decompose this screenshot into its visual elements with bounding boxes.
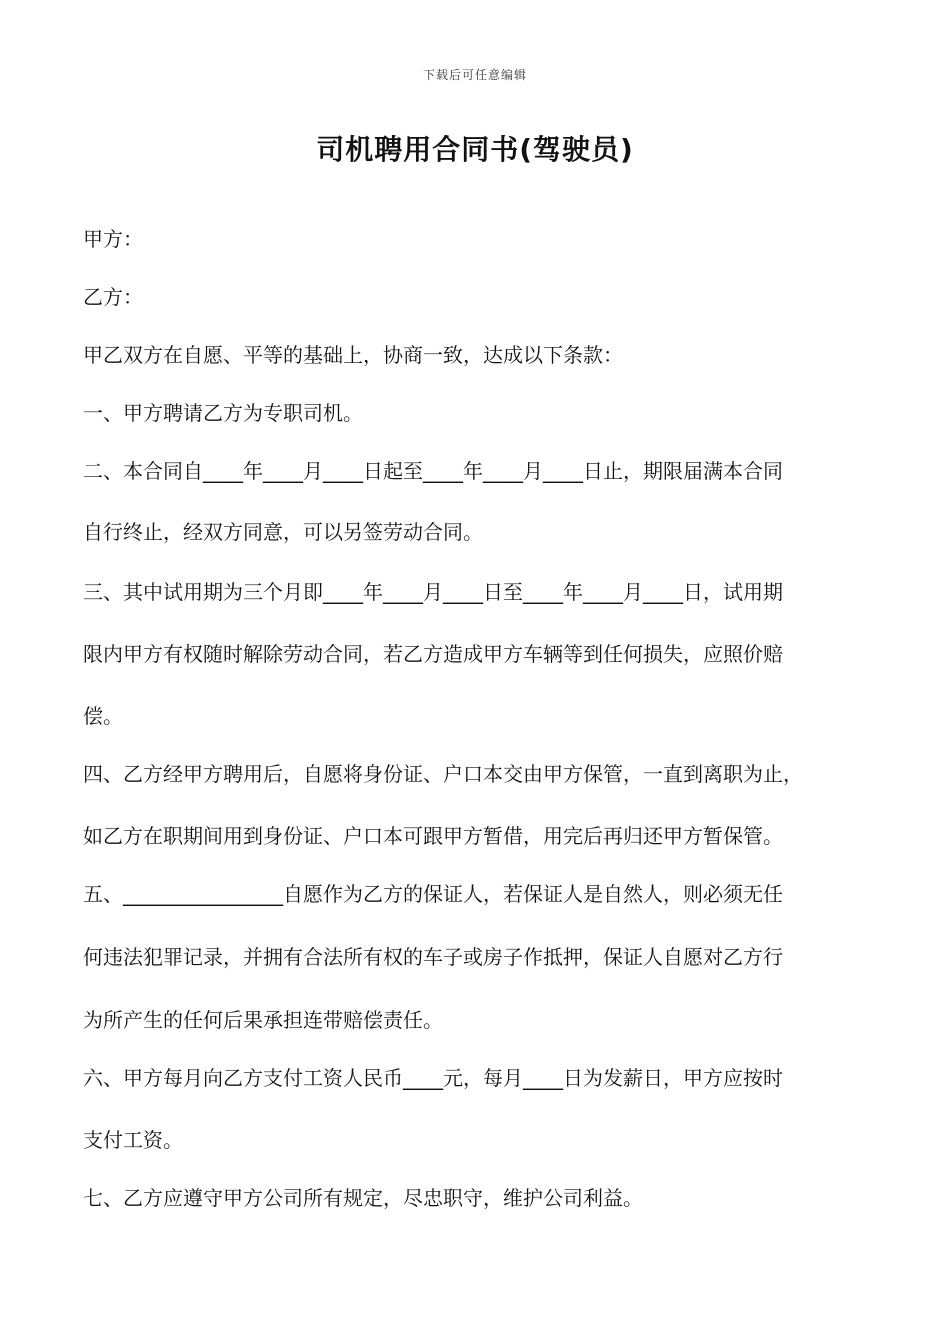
clause-5-line-3: 为所产生的任何后果承担连带赔偿责任。: [83, 1008, 443, 1032]
clause-3-line-2: 限内甲方有权随时解除劳动合同，若乙方造成甲方车辆等到任何损失，应照价赔: [83, 642, 783, 666]
clause-6-line-2: 支付工资。: [83, 1128, 183, 1152]
clause-2-line-2: 自行终止，经双方同意，可以另签劳动合同。: [83, 520, 483, 544]
clause-7-line: 七、乙方应遵守甲方公司所有规定，尽忠职守，维护公司利益。: [83, 1186, 643, 1210]
clause-6-line-1: 六、甲方每月向乙方支付工资人民币____元，每月____日为发薪日，甲方应按时: [83, 1066, 783, 1090]
party-a-line: 甲方：: [83, 227, 143, 251]
clause-4-line-2: 如乙方在职期间用到身份证、户口本可跟甲方暂借，用完后再归还甲方暂保管。: [83, 824, 783, 848]
party-b-line: 乙方：: [83, 285, 143, 309]
clause-5-line-2: 何违法犯罪记录，并拥有合法所有权的车子或房子作抵押，保证人自愿对乙方行: [83, 945, 783, 969]
clause-2-line-1: 二、本合同自____年____月____日起至____年____月____日止，期限届满本合同: [83, 459, 783, 483]
clause-5-line-1: 五、________________自愿作为乙方的保证人，若保证人是自然人，则必须无任: [83, 882, 783, 906]
document-title: 司机聘用合同书(驾驶员): [316, 133, 634, 166]
header-note: 下载后可任意编辑: [422, 68, 527, 82]
preamble-line: 甲乙双方在自愿、平等的基础上，协商一致，达成以下条款：: [83, 343, 623, 367]
clause-3-line-1: 三、其中试用期为三个月即____年____月____日至____年____月____日，试用期: [83, 580, 783, 604]
clause-4-line-1: 四、乙方经甲方聘用后，自愿将身份证、户口本交由甲方保管，一直到离职为止，: [83, 762, 803, 786]
clause-1-line: 一、甲方聘请乙方为专职司机。: [83, 401, 363, 425]
clause-3-line-3: 偿。: [83, 704, 123, 728]
